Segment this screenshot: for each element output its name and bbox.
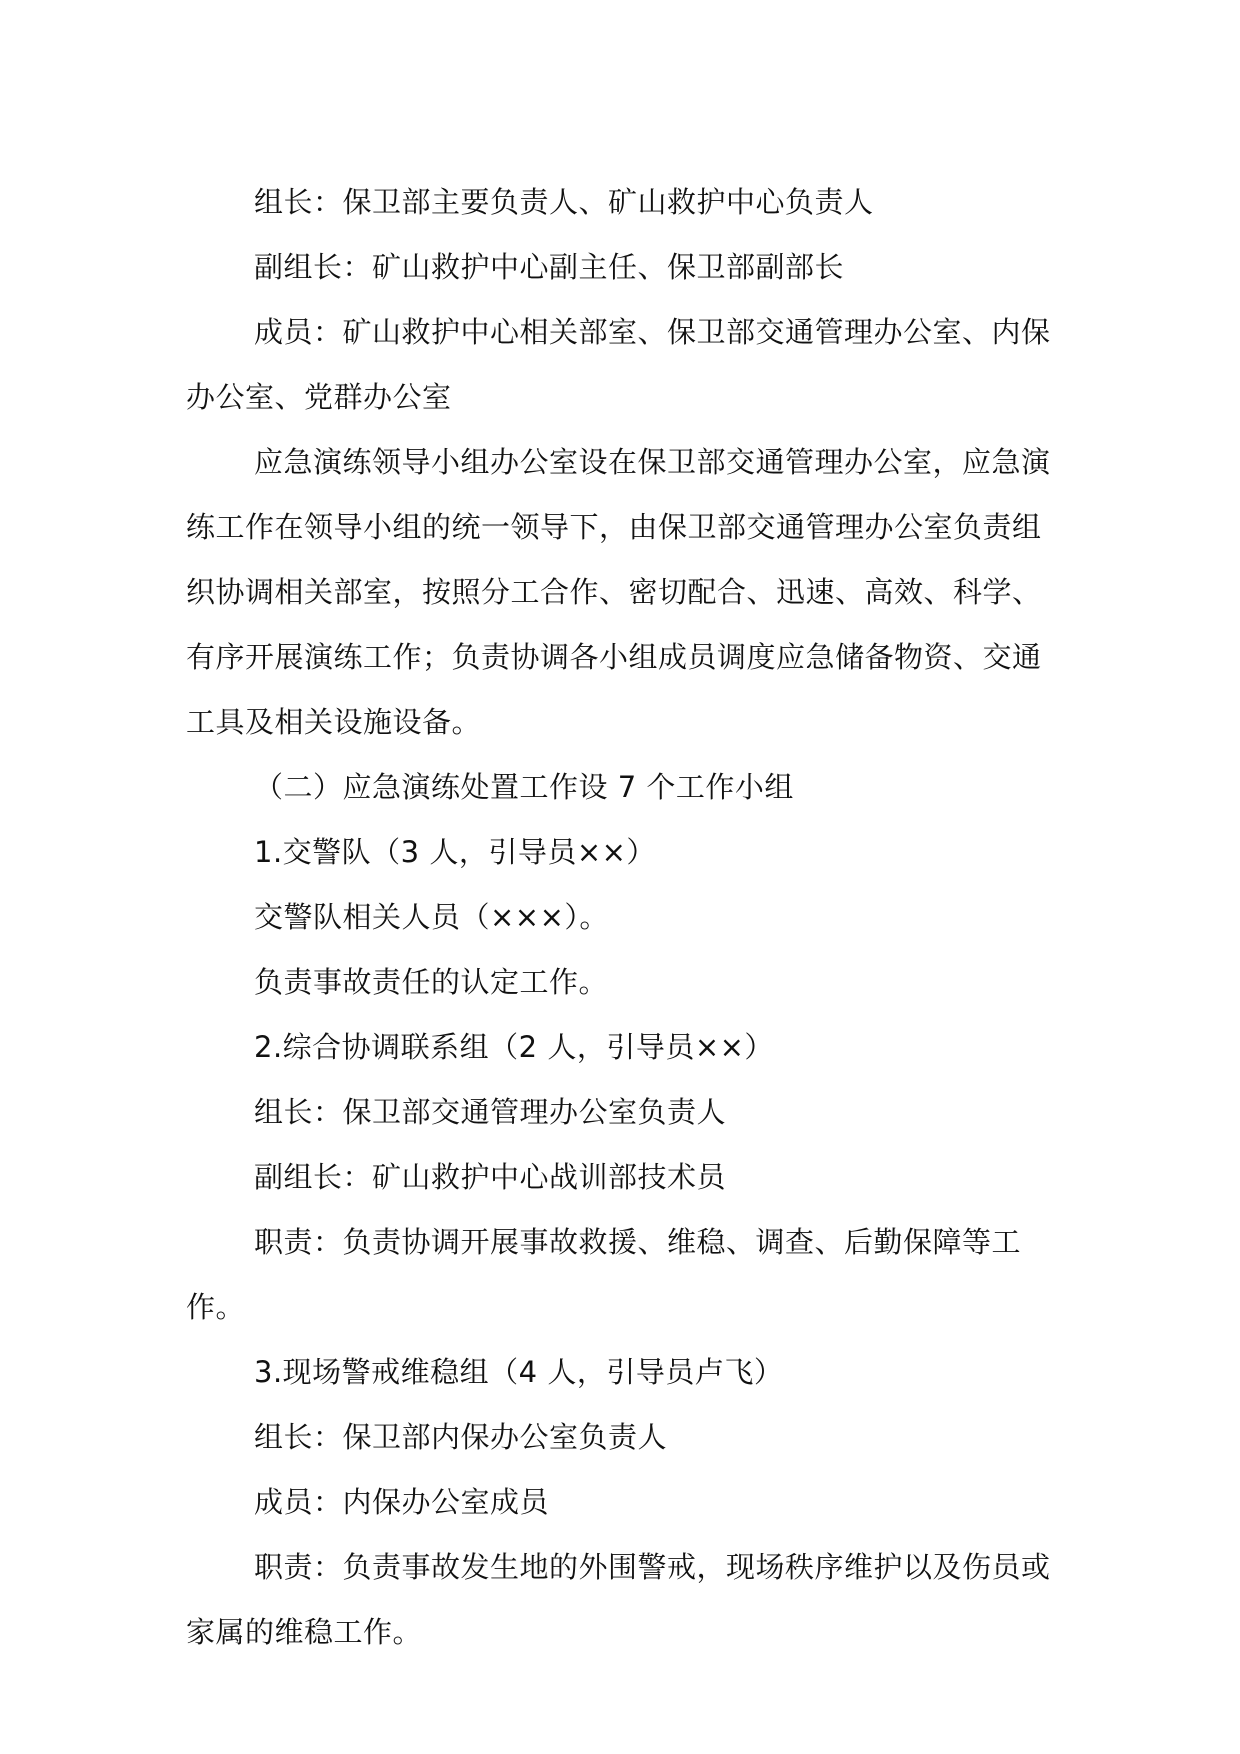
group-heading-coordination: 2.综合协调联系组（2 人，引导员××） <box>254 1030 774 1064</box>
paragraph-coordination-duty: 职责：负责协调开展事故救援、维稳、调查、后勤保障等工作。 <box>186 1225 1022 1324</box>
document-body <box>186 170 1056 1665</box>
group-heading-security: 3.现场警戒维稳组（4 人，引导员卢飞） <box>254 1355 784 1389</box>
paragraph-traffic-police-duty: 负责事故责任的认定工作。 <box>254 965 609 999</box>
group-heading-traffic-police: 1.交警队（3 人，引导员××） <box>254 835 656 869</box>
paragraph-coordination-deputy: 副组长：矿山救护中心战训部技术员 <box>254 1160 727 1194</box>
paragraph-security-duty: 职责：负责事故发生地的外围警戒，现场秩序维护以及伤员或家属的维稳工作。 <box>186 1550 1051 1649</box>
paragraph-traffic-police-members: 交警队相关人员（×××）。 <box>254 900 609 934</box>
paragraph-security-members: 成员：内保办公室成员 <box>254 1485 550 1519</box>
paragraph-security-leader: 组长：保卫部内保办公室负责人 <box>254 1420 668 1454</box>
paragraph-members: 成员：矿山救护中心相关部室、保卫部交通管理办公室、内保办公室、党群办公室 <box>186 315 1051 414</box>
paragraph-deputy-leader: 副组长：矿山救护中心副主任、保卫部副部长 <box>254 250 845 284</box>
section-heading-working-groups: （二）应急演练处置工作设 7 个工作小组 <box>254 770 794 804</box>
paragraph-coordination-leader: 组长：保卫部交通管理办公室负责人 <box>254 1095 727 1129</box>
paragraph-leader: 组长：保卫部主要负责人、矿山救护中心负责人 <box>254 185 874 219</box>
paragraph-office-description: 应急演练领导小组办公室设在保卫部交通管理办公室，应急演练工作在领导小组的统一领导下，由保卫部交通管理办公室负责组织协调相关部室，按照分工合作、密切配合、迅速、高效、科学、有序开展演练工作；负责协调各小组成员调度应急储备物资、交通工具及相关设施设备。 <box>186 445 1051 739</box>
